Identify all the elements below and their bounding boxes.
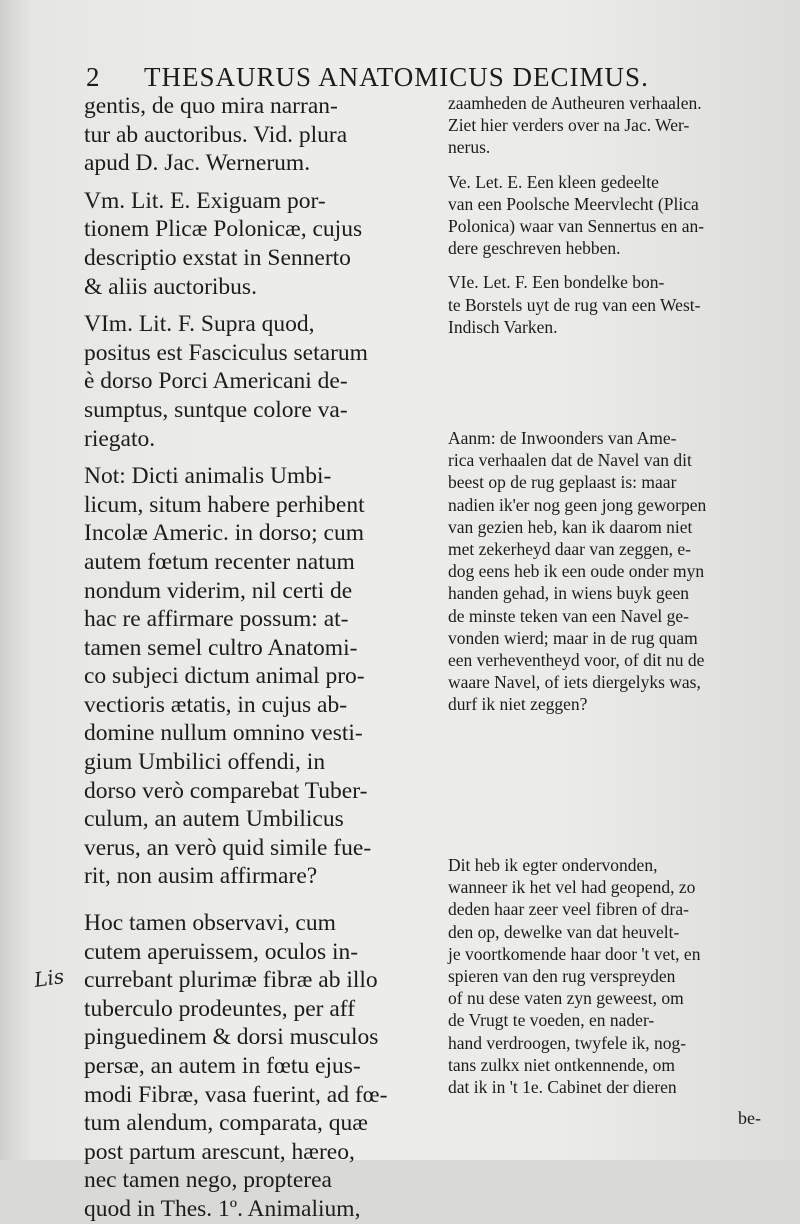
text-line: modi Fibræ, vasa fuerint, ad fœ-	[84, 1081, 388, 1108]
dutch-block-top	[448, 92, 778, 338]
text-line: nondum viderim, nil certi de	[84, 577, 353, 604]
text-line: vonden wierd; maar in de rug quam	[448, 627, 698, 648]
text-line: tur ab auctoribus. Vid. plura	[84, 121, 348, 148]
latin-column	[84, 92, 419, 1224]
text-line: hac re affirmare possum: at-	[84, 606, 349, 633]
latin-paragraph	[84, 92, 419, 178]
text-line: een verheventheyd voor, of dit nu de	[448, 650, 705, 671]
text-line: wanneer ik het vel had geopend, zo	[448, 877, 696, 898]
dutch-annotation	[448, 427, 778, 716]
text-line: zaamheden de Autheuren verhaalen.	[448, 93, 702, 113]
text-line: nec tamen nego, propterea	[84, 1167, 332, 1194]
text-line: deden haar zeer veel fibren of dra-	[448, 899, 689, 920]
latin-paragraph	[84, 187, 419, 301]
text-line: & aliis auctoribus.	[84, 273, 257, 300]
text-line: tamen semel cultro Anatomi-	[84, 634, 358, 661]
text-line: van een Poolsche Meervlecht (Plica	[448, 193, 699, 214]
running-header	[80, 58, 720, 94]
text-line: de Vrugt te voeden, en nader-	[448, 1010, 655, 1031]
text-line: riegato.	[84, 425, 156, 452]
text-line: culum, an autem Umbilicus	[84, 806, 344, 833]
text-line: rica verhaalen dat de Navel van dit	[448, 450, 692, 471]
latin-paragraph	[84, 462, 419, 891]
text-line: licum, situm habere perhibent	[84, 491, 365, 518]
text-line: met zekerheyd daar van zeggen, e-	[448, 539, 691, 560]
text-line: Dit heb ik egter ondervonden,	[448, 855, 658, 875]
text-line: currebant plurimæ fibræ ab illo	[84, 967, 378, 994]
text-line: waare Navel, of iets diergelyks was,	[448, 672, 701, 693]
text-line: tum alendum, comparata, quæ	[84, 1110, 368, 1137]
text-line: vectioris ætatis, in cujus ab-	[84, 691, 348, 718]
catchword: be-	[738, 1108, 761, 1128]
text-line: post partum arescunt, hæreo,	[84, 1138, 355, 1165]
text-line: quod in Thes. 1º. Animalium,	[84, 1195, 361, 1222]
text-line: te Borstels uyt de rug van een West-	[448, 294, 701, 315]
text-line: tuberculo prodeuntes, per aff	[84, 995, 356, 1022]
running-title: THESAURUS ANATOMICUS DECIMUS.	[144, 62, 649, 92]
text-line: Ziet hier verders over na Jac. Wer-	[448, 115, 690, 136]
text-line: tans zulkx niet ontkennende, om	[448, 1054, 675, 1075]
text-line: verus, an verò quid simile fue-	[84, 834, 372, 861]
text-line: sumptus, suntque colore va-	[84, 396, 348, 423]
dutch-observation	[448, 854, 778, 1098]
text-line: hand verdroogen, twyfele ik, nog-	[448, 1032, 687, 1053]
text-line: of nu dese vaten zyn geweest, om	[448, 988, 684, 1009]
latin-paragraph	[84, 909, 419, 1224]
text-line: è dorso Porci Americani de-	[84, 368, 348, 395]
text-line: dat ik in 't 1e. Cabinet der dieren	[448, 1077, 677, 1098]
text-line: dere geschreven hebben.	[448, 238, 621, 259]
text-line: dorso verò comparebat Tuber-	[84, 777, 368, 804]
text-line: tionem Plicæ Polonicæ, cujus	[84, 216, 363, 243]
handwritten-margin-note: Lis	[32, 964, 66, 992]
text-line: positus est Fasciculus setarum	[84, 339, 368, 366]
dutch-paragraph	[448, 92, 778, 159]
text-line: VIe. Let. F. Een bondelke bon-	[448, 272, 665, 293]
text-line: VIm. Lit. F. Supra quod,	[84, 311, 315, 338]
text-line: gentis, de quo mira narran-	[84, 93, 338, 119]
text-line: Ve. Let. E. Een kleen gedeelte	[448, 171, 659, 192]
text-line: apud D. Jac. Wernerum.	[84, 150, 311, 177]
text-line: Polonica) waar van Sennertus en an-	[448, 216, 705, 237]
text-line: dog eens heb ik een oude onder myn	[448, 561, 705, 582]
text-line: Indisch Varken.	[448, 316, 558, 337]
text-line: spieren van den rug verspreyden	[448, 966, 676, 987]
text-line: je voortkomende haar door 't vet, en	[448, 943, 701, 964]
text-line: beest op de rug geplaast is: maar	[448, 472, 677, 493]
text-line: co subjeci dictum animal pro-	[84, 663, 365, 690]
text-line: Hoc tamen observavi, cum	[84, 910, 336, 937]
text-line: persæ, an autem in fœtu ejus-	[84, 1053, 361, 1079]
text-line: nadien ik'er nog geen jong geworpen	[448, 494, 707, 515]
text-line: pinguedinem & dorsi musculos	[84, 1024, 379, 1051]
text-line: domine nullum omnino vesti-	[84, 720, 363, 747]
text-line: descriptio exstat in Sennerto	[84, 244, 351, 271]
text-line: van gezien heb, kan ik daarom niet	[448, 516, 693, 537]
text-line: Aanm: de Inwoonders van Ame-	[448, 428, 677, 448]
text-line: cutem aperuissem, oculos in-	[84, 938, 359, 965]
text-line: autem fœtum recenter natum	[84, 548, 355, 575]
latin-paragraph	[84, 310, 419, 453]
text-line: gium Umbilici offendi, in	[84, 749, 326, 776]
text-line: Vm. Lit. E. Exiguam por-	[84, 187, 326, 214]
text-line: nerus.	[448, 137, 491, 158]
text-line: durf ik niet zeggen?	[448, 694, 588, 715]
dutch-paragraph	[448, 171, 778, 260]
text-line: handen gehad, in wiens buyk geen	[448, 583, 690, 604]
dutch-paragraph	[448, 271, 778, 338]
text-line: de minste teken van een Navel ge-	[448, 605, 690, 626]
text-line: den op, dewelke van dat heuvelt-	[448, 921, 680, 942]
text-line: Not: Dicti animalis Umbi-	[84, 463, 332, 490]
page-number: 2	[86, 62, 101, 92]
text-line: Incolæ Americ. in dorso; cum	[84, 520, 364, 547]
text-line: rit, non ausim affirmare?	[84, 863, 318, 890]
